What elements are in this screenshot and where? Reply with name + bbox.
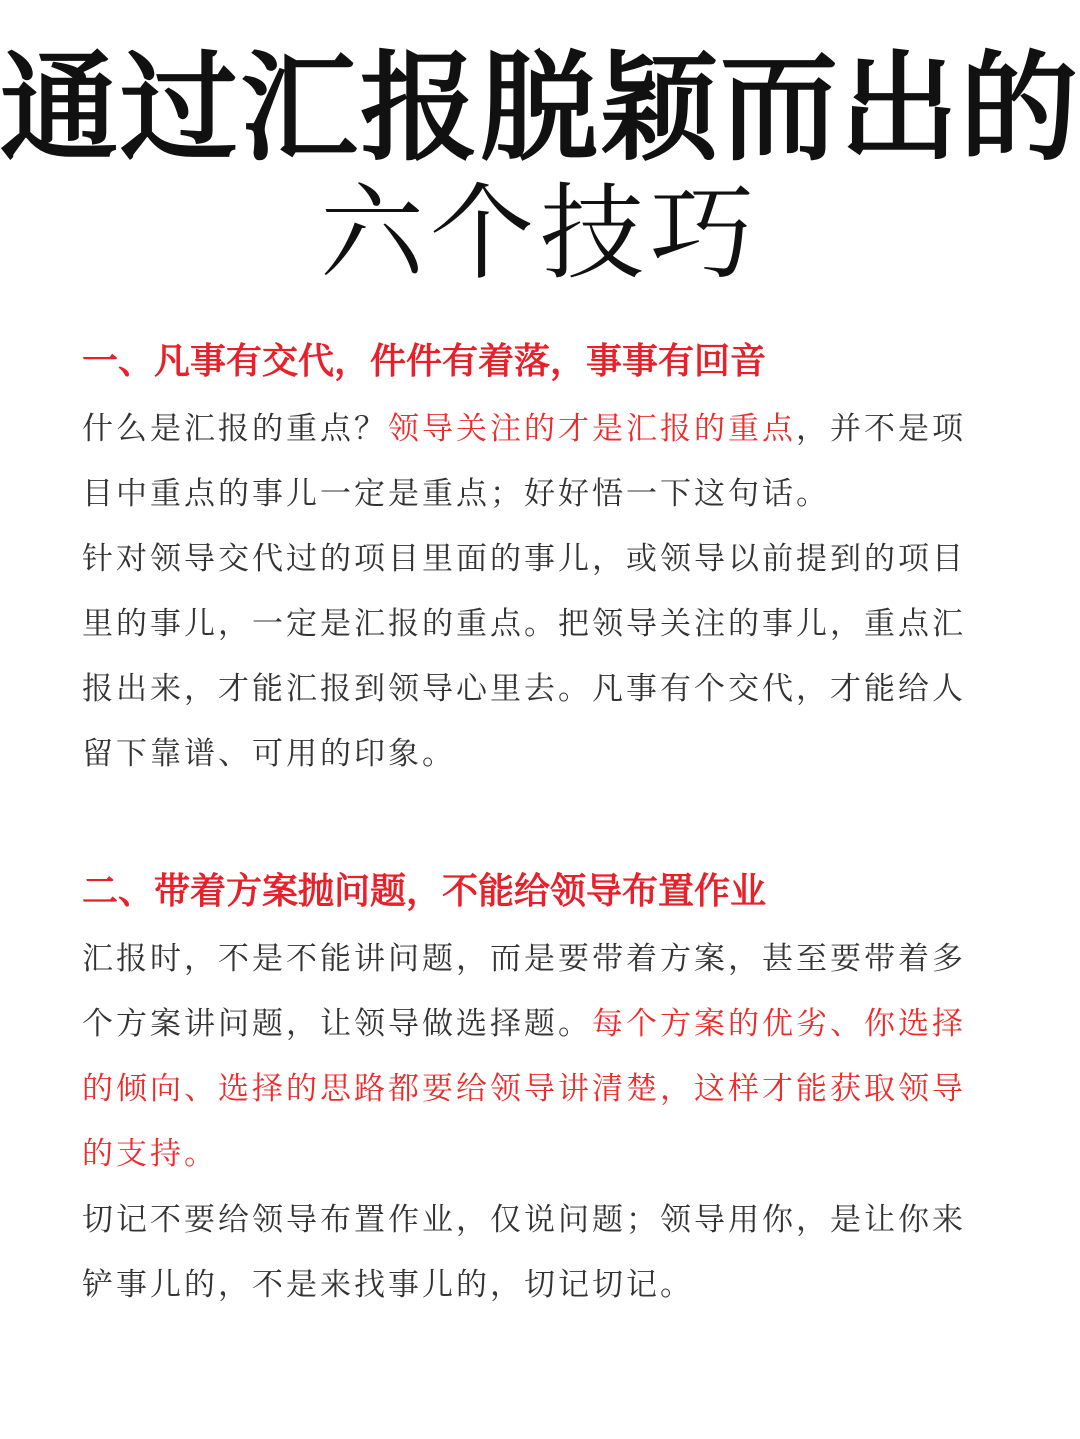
section-2-paragraph-1: [82, 927, 982, 1187]
section-2-paragraph-2: 切记不要给领导布置作业，仅说问题；领导用你，是让你来铲事儿的，不是来找事儿的，切记切记。: [82, 1202, 966, 1303]
title-line-2: 六个技巧: [319, 172, 760, 294]
section-2-p1-highlight: 每个方案的优劣、你选择的倾向、选择的思路都要给领导讲清楚，这样才能获取领导的支持。: [82, 1006, 966, 1172]
section-1-paragraph-1: [82, 397, 982, 527]
section-1-paragraph-2: 针对领导交代过的项目里面的事儿，或领导以前提到的项目里的事儿，一定是汇报的重点。把领导关注的事儿，重点汇报出来，才能汇报到领导心里去。凡事有个交代，才能给人留下靠谱、可用的印象。: [82, 541, 966, 772]
section-1-p1-text-c: ，并不是项目中重点的事儿一定是重点；好好悟一下这句话。: [82, 411, 966, 512]
title-line-1: 通过汇报脱颖而出的: [0, 39, 1080, 177]
section-1-p1-text-a: 什么是汇报的重点？: [82, 411, 388, 447]
section-1-heading: 一、凡事有交代，件件有着落，事事有回音: [82, 341, 767, 382]
section-2-heading: 二、带着方案抛问题，不能给领导布置作业: [82, 871, 767, 912]
section-2-p1-text-a: 汇报时，不是不能讲问题，而是要带着方案，甚至要带着多个方案讲问题，让领导做选择题。: [82, 941, 966, 1042]
section-1-p1-highlight: 领导关注的才是汇报的重点: [388, 411, 796, 447]
